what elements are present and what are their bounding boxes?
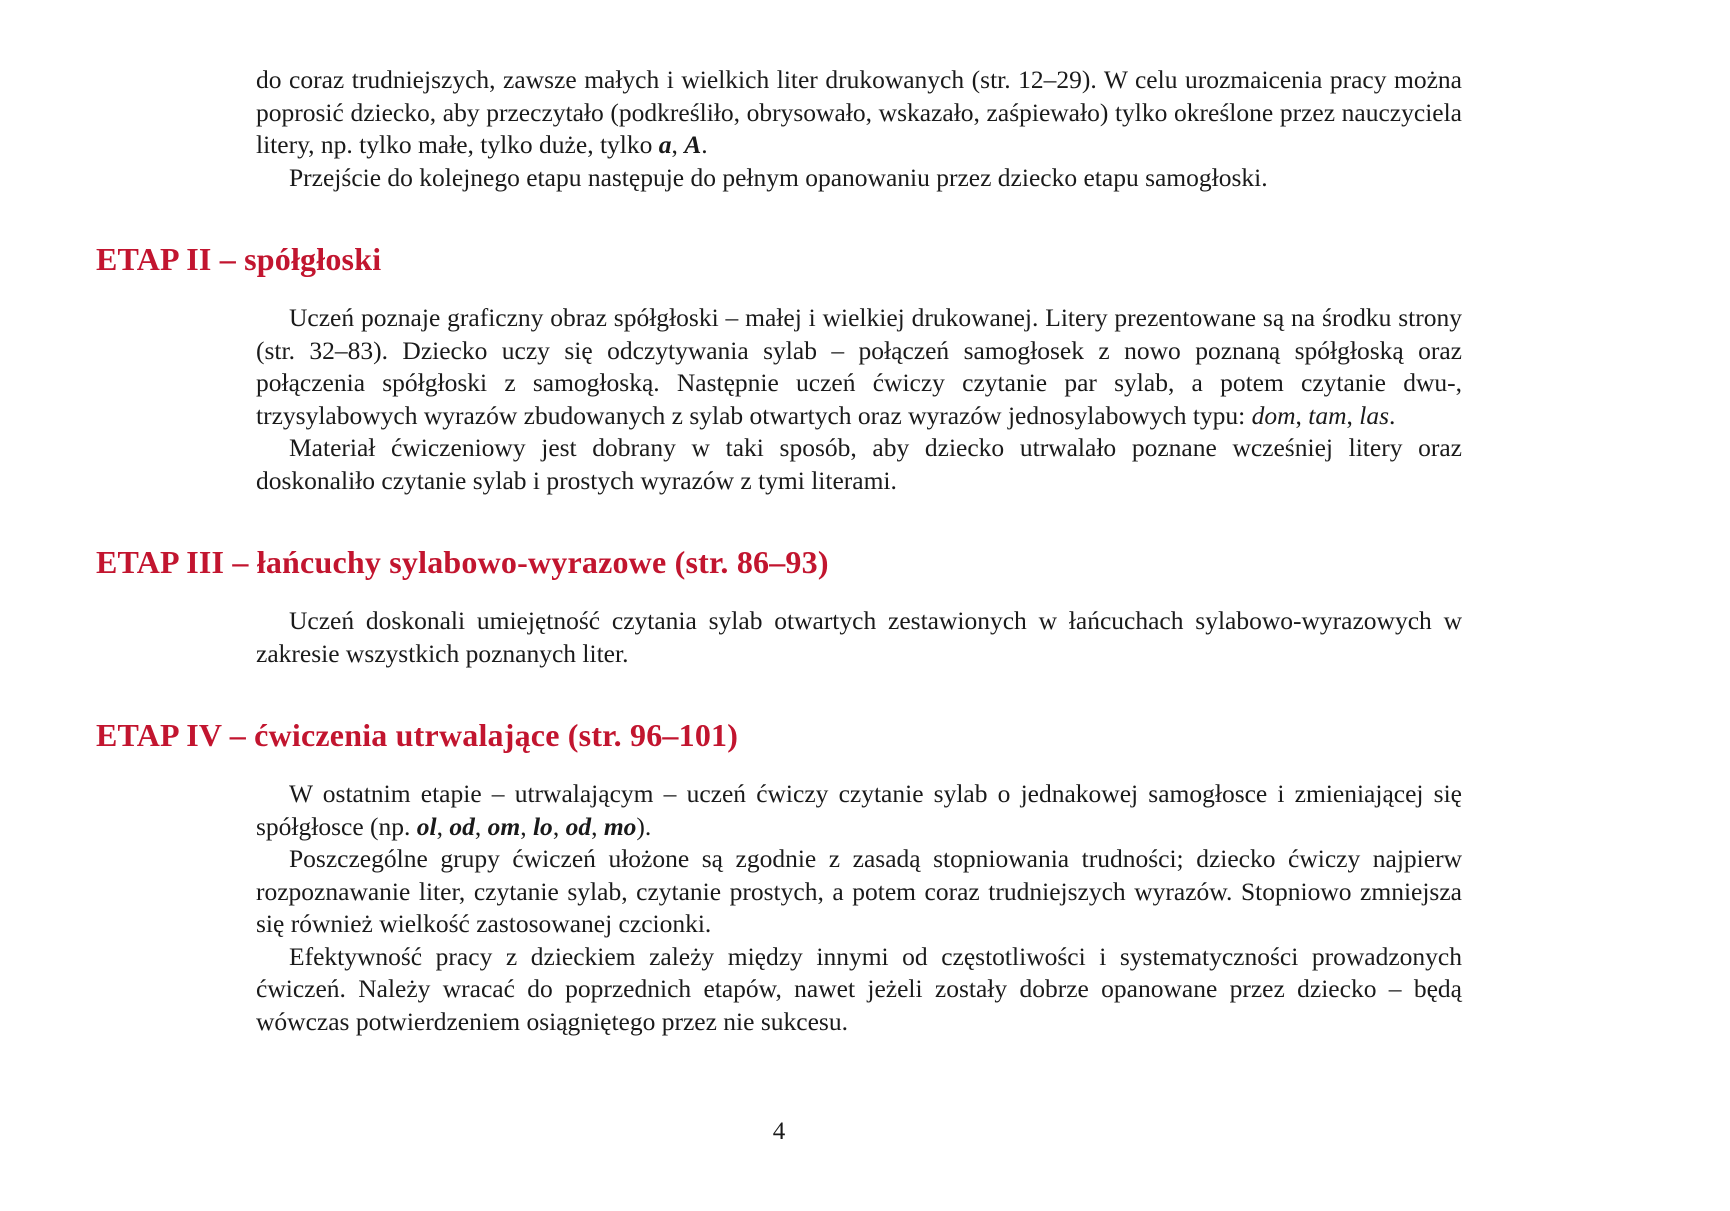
text-run: , xyxy=(591,811,604,841)
body-paragraph xyxy=(256,941,1462,1039)
text-run: , xyxy=(474,811,488,841)
section-heading: ETAP II – spółgłoski xyxy=(96,241,382,277)
text-run: ). xyxy=(636,811,652,841)
body-paragraph xyxy=(256,302,1462,432)
body-paragraph xyxy=(256,64,1462,162)
text-run: , xyxy=(520,811,533,841)
text-run: , xyxy=(1346,400,1360,430)
emphasized-text: a xyxy=(658,130,672,159)
text-run: , xyxy=(1295,400,1309,430)
emphasized-text: dom xyxy=(1251,400,1296,430)
text-run: , xyxy=(436,811,450,841)
text-run: Przejście do kolejnego etapu następuje do pełnym opanowaniu przez dziecko etapu samogłoski. xyxy=(289,162,1268,192)
text-run: Uczeń doskonali umiejętność czytania sylab otwartych zestawionych w łańcuchach sylabowo-wyrazowych w zakresie wszystkich poznanych liter. xyxy=(256,606,1462,668)
section-heading: ETAP IV – ćwiczenia utrwalające (str. 96–101) xyxy=(96,717,739,753)
text-run: . xyxy=(701,130,708,159)
text-run: Efektywność pracy z dzieckiem zależy między innymi od częstotliwości i systematyczności prowadzonych ćwiczeń. Należy wracać do poprzednich etapów, nawet jeżeli zostały dobrze opanowane przez dziecko – będą wówczas potwierdzeniem osiągniętego przez nie sukcesu. xyxy=(256,941,1462,1036)
page-number: 4 xyxy=(772,1118,786,1145)
text-run: Uczeń poznaje graficzny obraz spółgłoski – małej i wielkiej drukowanej. Litery prezentowane są na środku strony (str. 32–83). Dziecko uczy się odczytywania sylab – połączeń samogłosek z nowo poznaną spółgłoską oraz połączenia spółgłoski z samogłoską. Następnie uczeń ćwiczy czytanie par sylab, a potem czytanie dwu-, trzysylabowych wyrazów zbudowanych z sylab otwartych oraz wyrazów jednosylabowych typu: xyxy=(256,303,1462,430)
emphasized-text: ol xyxy=(416,811,437,841)
text-run: Poszczególne grupy ćwiczeń ułożone są zgodnie z zasadą stopniowania trudności; dziecko ćwiczy najpierw rozpoznawanie liter, czytanie sylab, czytanie prostych, a potem coraz trudniejszych wyrazów. Stopniowo zmniejsza się również wielkość zastosowanej czcionki. xyxy=(256,844,1462,938)
text-run: . xyxy=(1389,400,1396,430)
section-heading: ETAP III – łańcuchy sylabowo-wyrazowe (str. 86–93) xyxy=(96,544,829,580)
text-run: , xyxy=(552,811,566,841)
emphasized-text: od xyxy=(565,811,592,841)
emphasized-text: tam xyxy=(1308,400,1347,430)
body-paragraph xyxy=(256,778,1462,843)
emphasized-text: mo xyxy=(603,811,637,841)
emphasized-text: od xyxy=(449,811,475,841)
emphasized-text: om xyxy=(487,811,521,841)
text-run: , xyxy=(671,130,685,159)
body-paragraph xyxy=(256,605,1462,670)
emphasized-text: las xyxy=(1359,400,1390,430)
text-run: Materiał ćwiczeniowy jest dobrany w taki sposób, aby dziecko utrwalało poznane wcześniej litery oraz doskonaliło czytanie sylab i prostych wyrazów z tymi literami. xyxy=(256,433,1462,495)
body-paragraph xyxy=(256,162,1462,195)
emphasized-text: lo xyxy=(532,811,553,841)
page-content xyxy=(96,64,1462,1038)
text-run: W ostatnim etapie – utrwalającym – uczeń ćwiczy czytanie sylab o jednakowej samogłosce i zmieniającej się spółgłosce (np. xyxy=(256,779,1462,841)
text-run: do coraz trudniejszych, zawsze małych i wielkich liter drukowanych (str. 12–29). W celu urozmaicenia pracy można poprosić dziecko, aby przeczytało (podkreśliło, obrysowało, wskazało, zaśpiewało) tylko określone przez nauczyciela litery, np. tylko małe, tylko duże, tylko xyxy=(256,65,1462,159)
body-paragraph xyxy=(256,843,1462,941)
body-paragraph xyxy=(256,432,1462,497)
emphasized-text: A xyxy=(684,130,702,159)
